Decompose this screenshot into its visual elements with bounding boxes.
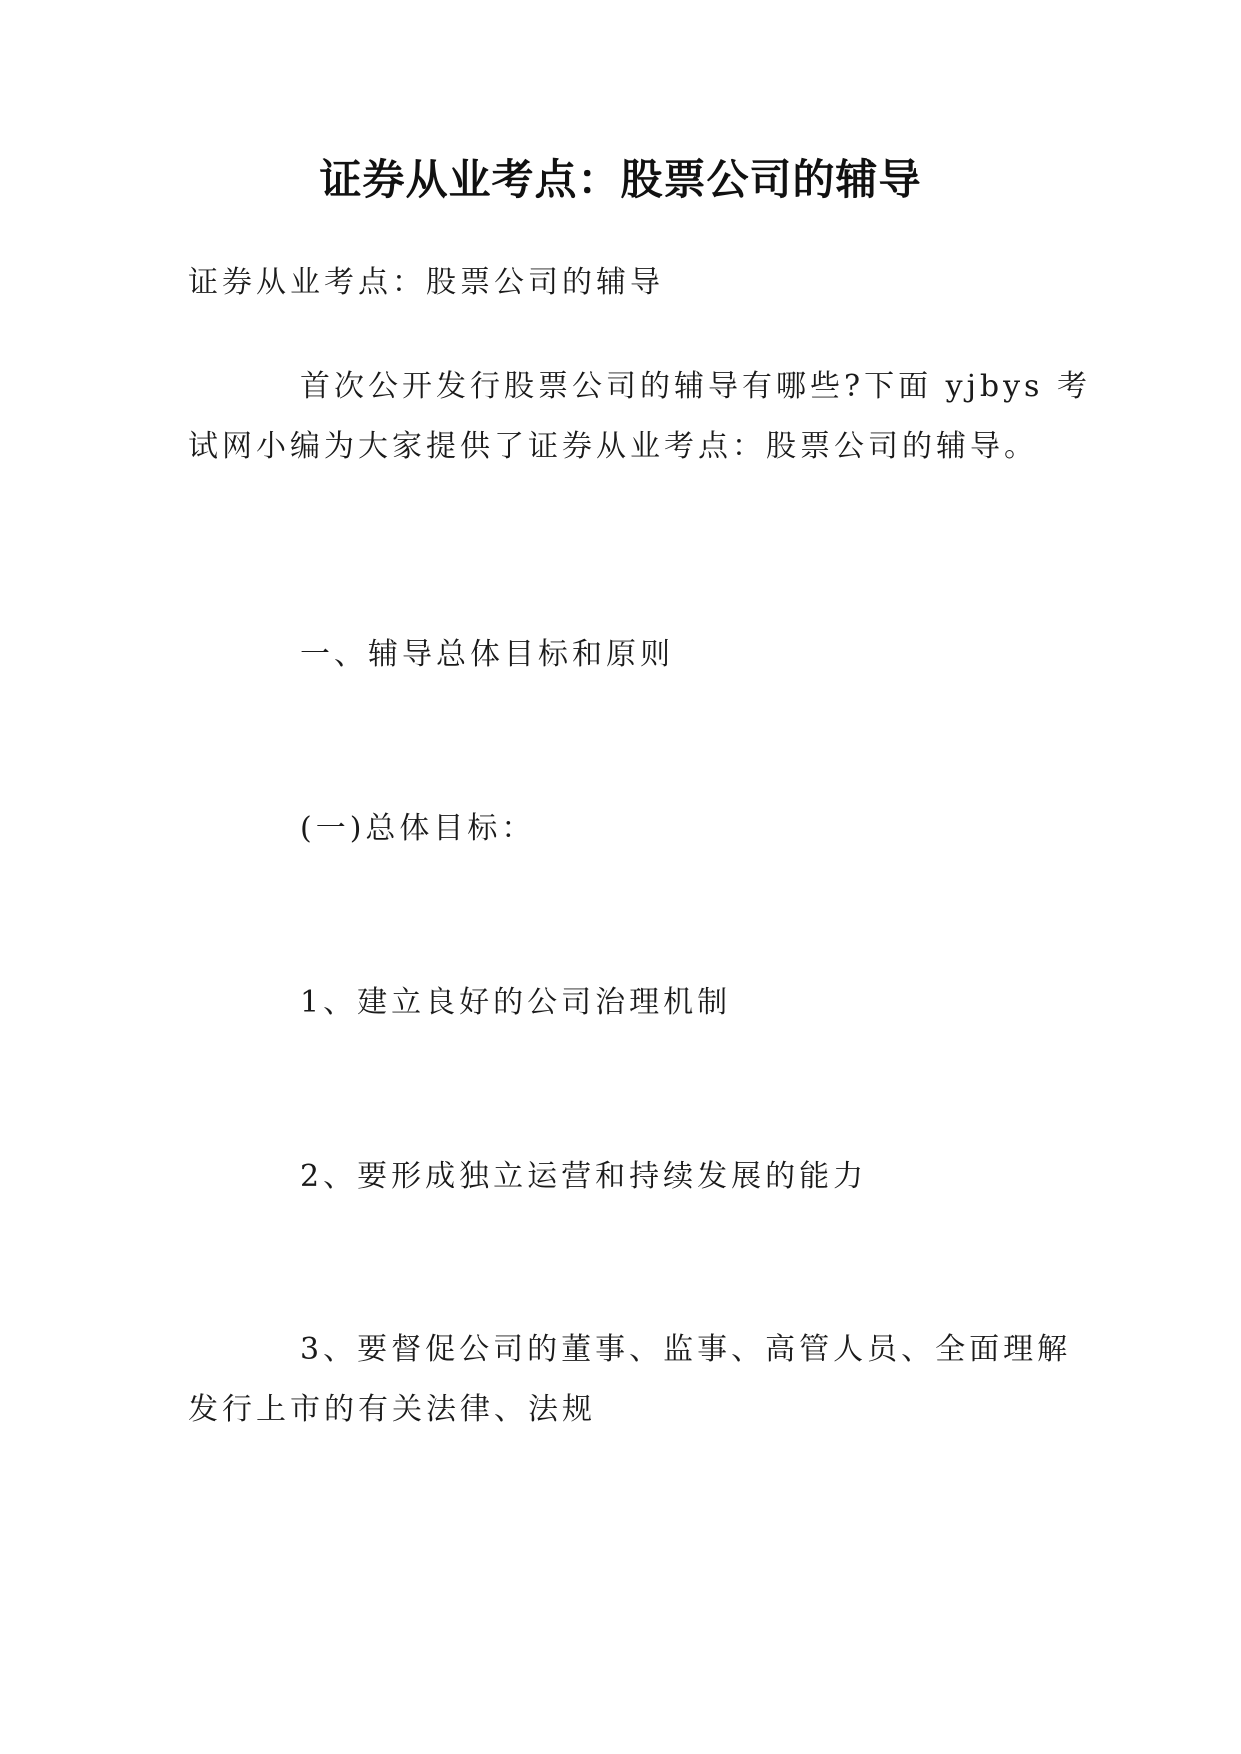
document-title: 证券从业考点：股票公司的辅导 xyxy=(319,155,922,204)
list-item-3-line-2: 发行上市的有关法律、法规 xyxy=(188,1392,596,1427)
list-item-2: 2、要形成独立运营和持续发展的能力 xyxy=(300,1159,868,1194)
list-item-1: 1、建立良好的公司治理机制 xyxy=(300,985,732,1020)
section-heading: 一、辅导总体目标和原则 xyxy=(300,637,674,672)
subsection-heading: (一)总体目标： xyxy=(300,811,536,846)
intro-paragraph xyxy=(188,367,1091,467)
intro-line-1: 首次公开发行股票公司的辅导有哪些?下面 yjbys 考 xyxy=(300,369,1091,404)
document-subtitle: 证券从业考点：股票公司的辅导 xyxy=(188,265,664,300)
intro-line-2: 试网小编为大家提供了证券从业考点：股票公司的辅导。 xyxy=(188,429,1038,464)
list-item-3-line-1: 3、要督促公司的董事、监事、高管人员、全面理解 xyxy=(300,1332,1072,1367)
list-item-3 xyxy=(188,1330,1072,1430)
